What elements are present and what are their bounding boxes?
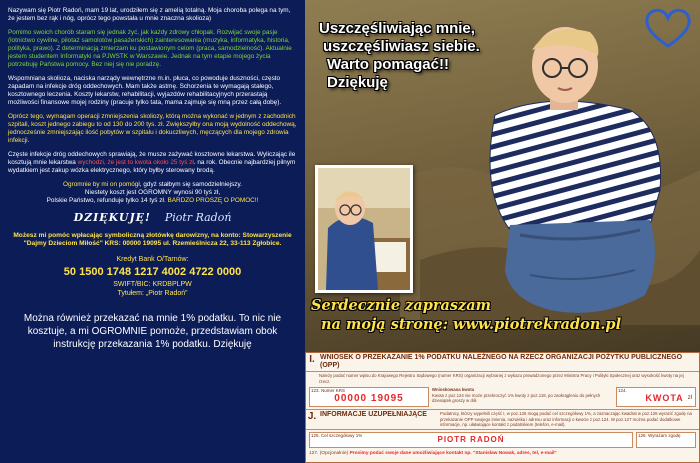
section-j-desc: Podatnicy, którzy wypełnili część I, w poz.125 mogą podać cel szczegółowy 1%, a zaznaczając kwadrat w poz.126 wyrazić zgodę na przekazanie OPP swojego imienia, nazwiska i adresu oraz informacji o kwocie z poz.124. W poz.127 można podać dodatkowe informacje, np. ułatwiające kontakt z podatnikiem (telefon, e-mail).: [440, 411, 692, 427]
contact-label: 127.: [309, 450, 319, 456]
medicine-text-a: Częste infekcje dróg oddechowych sprawiają, że musze zażywać kosztowne lekarstwa. Wyliczając ile kosztują mnie lekarstwa: [8, 151, 296, 166]
amount-value: KWOTA: [645, 393, 684, 403]
medicine-paragraph: [8, 151, 297, 175]
intro-paragraph: Nazywam się Piotr Radoń, mam 19 lat, urodziłem się z amelią totalną. Moja choroba polega na tym, że jestem bez rąk i nóg, oprócz tego powstała u mnie znaczna skolioza): [8, 7, 291, 22]
section-i-desc: Należy podać numer wpisu do Krajowego Rejestru Sądowego (numer KRS) organizacji wybranej z wykazu prowadzonego przez Ministra Pracy i Polityki Społecznej oraz wysokość kwoty na jej rzecz.: [319, 373, 684, 384]
left-info-panel: [0, 0, 305, 463]
signature: Piotr Radoń: [164, 211, 232, 224]
help-text-d: Polskie Państwo, refunduje tylko 14 tyś zł.: [46, 197, 168, 204]
tax-note: Można również przekazać na mnie 1% podatku. To nic nie kosztuje, a mi OGROMNIE pomoże, przedstawiam obok instrukcję przekazania 1% podatku. Dziękuję: [23, 312, 282, 350]
scoliosis-paragraph: Wspomniana skolioza, naciska narządy wewnętrzne m.in. płuca, co powoduje duszności, często zapadam na infekcje dróg oddechowych. Mam także astmę. Schorzenia te wymagają stałego, kosztownego leczenia. Koszty lekarstw, rehabilitacji, wyjazdów rehabilitacyjnych przerastają możliwości finansowe mojej rodziny (pracuje tylko tata, mama zajmuje się mną przez całą dobę).: [8, 75, 282, 106]
help-text-a: Ogromnie by mi on pomógł: [63, 181, 140, 188]
thanks-row: [8, 211, 297, 224]
tax-form-excerpt: [305, 352, 700, 463]
bank-intro: Możesz mi pomóc wpłacając symboliczną złotówkę darowizny, na konto: Stowarzyszenie "Dajmy Dzieciom Miłość" KRS: 00000 19095 ul. Rzemieślnicza 22, 33-113 Zgłobice.: [13, 232, 292, 248]
goals-paragraph: Pomimo swoich chorób staram się jednak żyć, jak każdy zdrowy chłopak. Rozwijać swoje pasje (lotnictwo cywilne, pilotaż samolotów pasażerskich) zainteresowania (muzyka, informatyka, historia, polityka, prawo). Z determinacją zmierzam ku postawionym celom (praca, samodzielność). Aktualnie jestem studentem Informatyki na PJWSTK w Warszawie. Jednak na tym etapie mojego życia potrzebuję Państwa pomocy. Bez niej się nie poradzę.: [8, 29, 292, 68]
section-i-title: WNIOSEK O PRZEKAZANIE 1% PODATKU NALEŻNEGO NA RZECZ ORGANIZACJI POŻYTKU PUBLICZNEGO (OPP): [320, 354, 683, 369]
boy-at-desk-photo: [318, 168, 410, 290]
contact-value: Prosimy podać swoje dane umożliwiające kontakt np. "Stanisław Nowak, adres, tel, e-mail": [349, 450, 557, 456]
swift-code: SWIFT/BIC: KRDBPLPW: [113, 280, 192, 288]
bank-details: [8, 255, 297, 298]
section-j-title: INFORMACJE UZUPEŁNIAJĄCE: [320, 411, 427, 418]
cel-value: PIOTR RADOŃ: [437, 434, 505, 444]
headline-line-4: Dziękuję: [327, 74, 388, 91]
surgery-paragraph: Oprócz tego, wymagam operacji zmniejszenia skoliozy, którą można wykonać w jednym z zachodnich szpitali, koszt jednego zabiegu to od 130 do 200 tys. zł. Zwiększyłby ona moją wydolność oddechową, jednocześnie zmniejszając ilość pobytów w szpitalu i dokuczliwych, męczących dla mojego zdrowia infekcji.: [8, 113, 297, 144]
contact-prefix: (Opcjonalnie): [319, 450, 350, 456]
bank-name: Kredyt Bank O/Tarnów:: [116, 255, 189, 263]
amount-field-label: 124.: [618, 388, 627, 393]
help-text-b: , gdyż stałbym się samodzielniejszy.: [139, 181, 242, 188]
krs-value: 00000 19095: [334, 393, 404, 404]
section-i-desc-row: [306, 372, 699, 385]
section-j-letter: J.: [307, 411, 317, 422]
contact-row: [306, 450, 699, 457]
amount-desc: Kwota z poz.124 nie może przekroczyć 1% kwoty z poz.118, po zaokrągleniu do pełnych dziesiątek groszy w dół.: [432, 392, 601, 403]
cel-row: [306, 430, 699, 450]
amount-label: Wnioskowana kwota: [432, 387, 475, 392]
section-j-header: [306, 409, 699, 430]
invite-line-1: Serdecznie zapraszam: [311, 297, 492, 314]
cel-label: 125. Cel szczegółowy 1%: [311, 432, 363, 438]
amount-box: [616, 387, 696, 407]
section-i-header: [306, 353, 699, 372]
help-paragraph: [8, 181, 297, 205]
zgoda-label: 126. Wyrażam zgodę: [638, 432, 681, 438]
thanks-text: DZIĘKUJĘ!: [73, 211, 151, 224]
medicine-text-c: . na rok. Obecnie najbardziej pilnym wydatkiem jest zakup wózka elektrycznego, który byłby sterowany brodą.: [8, 159, 296, 174]
heart-icon: [642, 6, 694, 50]
headline-line-3: Warto pomagać!!: [327, 56, 449, 73]
amount-value-row: [617, 393, 695, 403]
section-i-letter: I.: [309, 354, 315, 365]
website-invite: [311, 296, 696, 334]
medicine-text-b: wychodzi, że jest to kwota około 25 tyś zł: [77, 159, 194, 166]
headline-line-2: uszczęśliwiasz siebie.: [323, 38, 480, 55]
invite-line-2[interactable]: na moją stronę: www.piotrekradon.pl: [321, 316, 622, 333]
headline-line-1: Uszczęśliwiając mnie,: [319, 20, 475, 37]
transfer-title: Tytułem: „Piotr Radoń”: [117, 289, 188, 297]
headline: [317, 20, 517, 92]
krs-box: [309, 387, 429, 407]
account-number: 50 1500 1748 1217 4002 4722 0000: [63, 265, 242, 278]
krs-label: 123. Numer KRS: [311, 388, 346, 393]
cel-box: [309, 432, 633, 448]
zgoda-box: [636, 432, 696, 448]
krs-amount-row: [306, 385, 699, 409]
help-text-c: Niestety koszt jest OGROMNY wynosi 90 tyś zł,: [84, 189, 221, 196]
amount-desc-block: [432, 387, 613, 407]
inset-photo: [315, 165, 413, 293]
help-text-e: BARDZO PROSZĘ O POMOC!!: [167, 197, 259, 204]
amount-unit: zł: [687, 395, 692, 401]
